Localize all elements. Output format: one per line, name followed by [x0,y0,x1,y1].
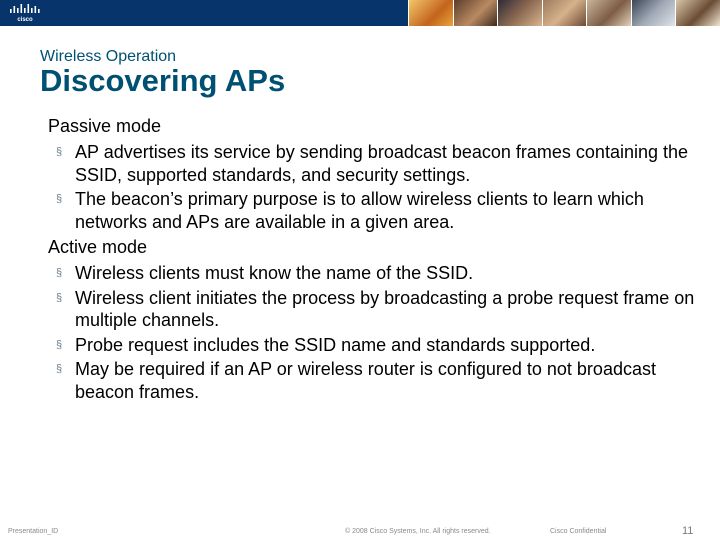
copyright-notice: © 2008 Cisco Systems, Inc. All rights reserved. [345,528,491,535]
banner-photo [675,0,720,26]
page-number: 11 [682,525,694,537]
bullet-text: May be required if an AP or wireless router is configured to not broadcast beacon frames. [75,359,656,402]
banner-photo [542,0,587,26]
bullet-text: The beacon’s primary purpose is to allow wireless clients to learn which networks and APs are available in a given area. [75,189,644,232]
bullet-text: Probe request includes the SSID name and standards supported. [75,334,596,355]
list-item [48,141,698,186]
passive-mode-heading: Passive mode [48,116,162,136]
logo-text: cisco [17,17,33,23]
slide-body [48,114,698,405]
list-item [48,334,698,357]
cisco-logo [8,3,42,23]
bullet-icon: § [56,338,63,351]
photo-strip [408,0,720,26]
list-item [48,188,698,233]
list-item [48,358,698,403]
confidential-label: Cisco Confidential [550,528,607,535]
active-mode-heading: Active mode [48,237,148,257]
bullet-text: Wireless client initiates the process by broadcasting a probe request frame on multiple channels. [75,287,695,330]
section-label: Wireless Operation [40,48,177,65]
slide-title: Discovering APs [40,63,286,98]
bullet-icon: § [56,146,63,158]
banner-photo [408,0,453,26]
list-item [48,262,698,285]
bullet-text: Wireless clients must know the name of the SSID. [75,263,474,283]
bullet-text: AP advertises its service by sending broadcast beacon frames containing the SSID, supported standards, and security settings. [75,142,689,185]
banner-photo [453,0,498,26]
list-item [48,287,698,332]
banner-photo [497,0,542,26]
top-banner [0,0,720,26]
bullet-icon: § [56,193,63,205]
banner-photo [631,0,676,26]
bullet-icon: § [56,363,63,375]
presentation-id: Presentation_ID [8,528,59,535]
bullet-icon: § [56,291,63,304]
banner-photo [586,0,631,26]
bullet-icon: § [56,267,63,279]
